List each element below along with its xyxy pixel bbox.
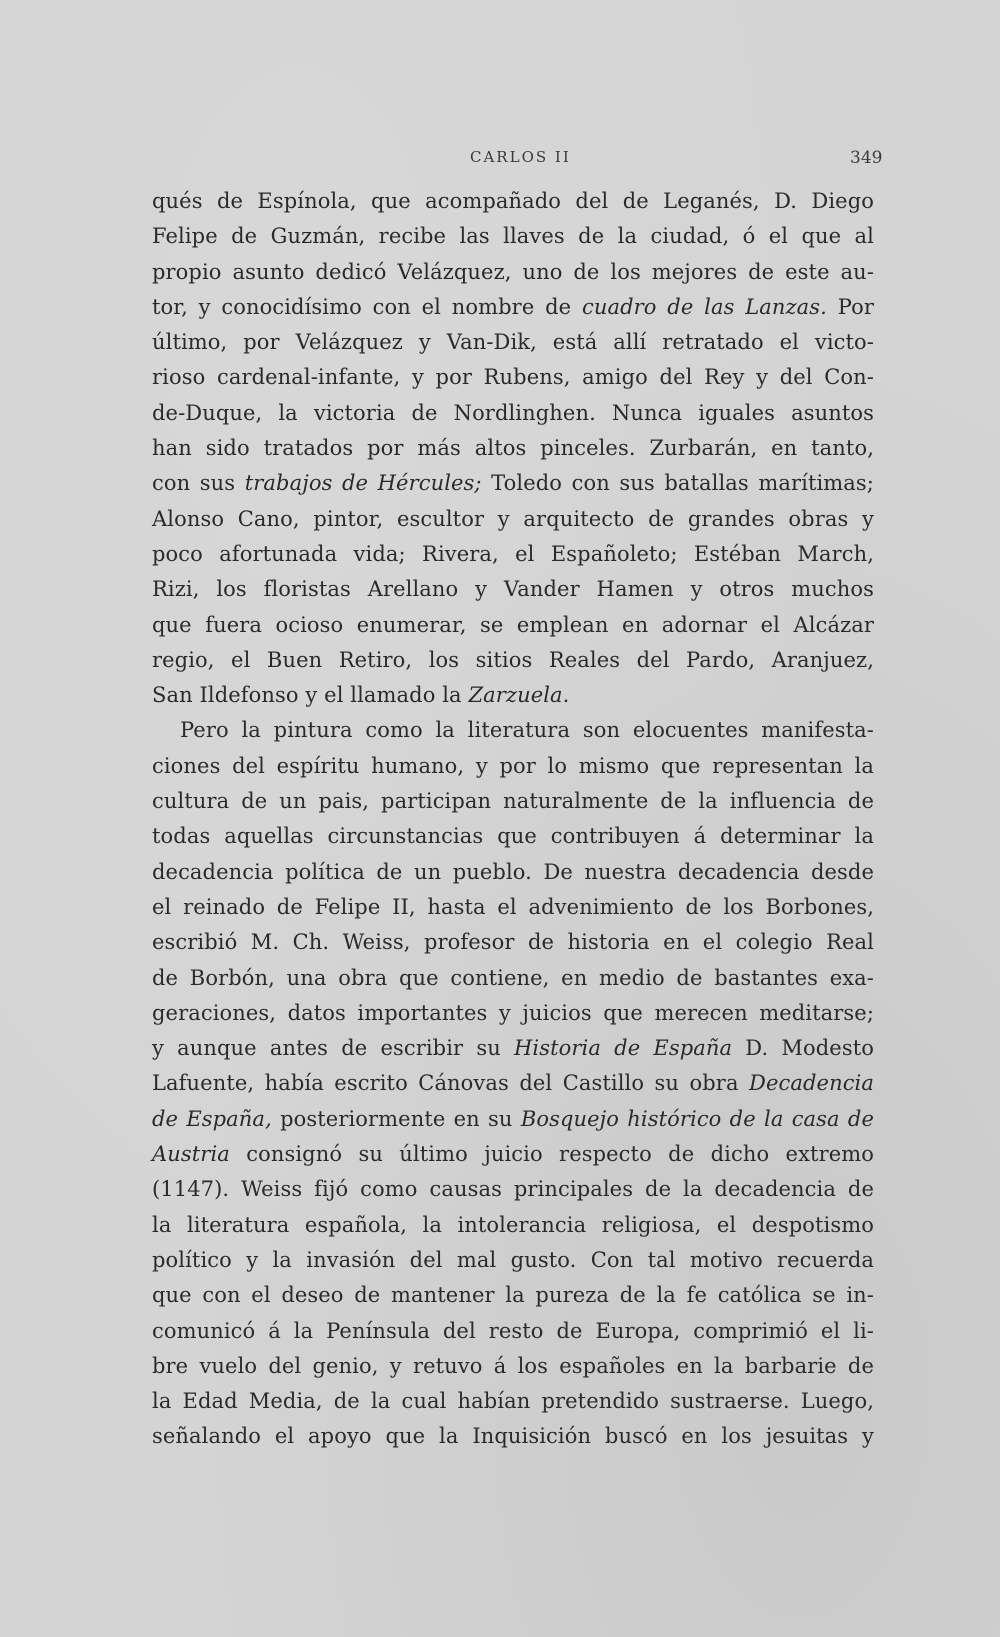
text-segment: qués de Espínola, que acompañado del de Leganés, D. Diego [152, 189, 874, 213]
text-segment: y aunque antes de escribir su [152, 1036, 515, 1061]
text-line [152, 360, 874, 395]
italic-segment: Zarzuela. [468, 683, 570, 708]
text-segment: Pero la pintura como la literatura son elocuentes manifesta- [180, 718, 874, 743]
text-line [152, 396, 874, 431]
text-line [152, 855, 874, 890]
text-segment: han sido tratados por más altos pinceles. Zurbarán, en tanto, [152, 436, 874, 461]
text-segment: tor, y conocidísimo con el nombre de [152, 294, 582, 319]
text-segment: que fuera ocioso enumerar, se emplean en adornar el Alcázar [152, 612, 874, 637]
text-line [152, 784, 874, 819]
text-line [152, 572, 874, 607]
text-segment: propio asunto dedicó Velázquez, uno de los mejores de este au- [152, 259, 874, 284]
text-segment: cultura de un pais, participan naturalmente de la influencia de [152, 789, 874, 814]
text-segment: D. Modesto [732, 1036, 874, 1061]
text-segment: escribió M. Ch. Weiss, profesor de historia en el colegio Real [152, 930, 874, 955]
text-line [152, 255, 874, 290]
text-segment: posteriormente en su [271, 1106, 521, 1131]
text-segment: geraciones, datos importantes y juicios que merecen meditarse; [152, 1000, 874, 1025]
text-segment: rioso cardenal-infante, y por Rubens, amigo del Rey y del Con- [152, 365, 874, 390]
page-number: 349 [850, 148, 883, 168]
text-segment: Felipe de Guzmán, recibe las llaves de la ciudad, ó el que al [152, 224, 874, 249]
text-line [152, 466, 874, 501]
text-line [152, 1349, 874, 1384]
text-segment: bre vuelo del genio, y retuvo á los españoles en la barbarie de [152, 1353, 874, 1378]
text-segment: con sus [152, 471, 245, 496]
italic-segment: de España, [152, 1106, 272, 1131]
text-line [152, 643, 874, 678]
text-line [152, 608, 874, 643]
italic-segment: Austria [152, 1142, 230, 1167]
text-line [152, 325, 874, 360]
text-segment: (1147). Weiss fijó como causas principales de la decadencia de [152, 1177, 874, 1202]
text-line [152, 290, 874, 325]
text-line [152, 537, 874, 572]
text-segment: Por [826, 294, 874, 319]
text-line [152, 749, 874, 784]
text-line [152, 431, 874, 466]
text-line [152, 1384, 874, 1419]
italic-segment: Historia de España [514, 1036, 733, 1061]
text-segment: Lafuente, había escrito Cánovas del Castillo su obra [152, 1071, 750, 1096]
text-segment: señalando el apoyo que la Inquisición buscó en los jesuitas y [152, 1424, 874, 1449]
text-segment: regio, el Buen Retiro, los sitios Reales del Pardo, Aranjuez, [152, 647, 874, 672]
text-segment: Toledo con sus batallas marítimas; [481, 471, 874, 496]
text-segment: la literatura española, la intolerancia religiosa, el despotismo [152, 1212, 874, 1237]
text-segment: el reinado de Felipe II, hasta el advenimiento de los Borbones, [152, 894, 874, 919]
text-segment: la Edad Media, de la cual habían pretendido sustraerse. Luego, [152, 1389, 874, 1414]
text-segment: político y la invasión del mal gusto. Con tal motivo recuerda [152, 1247, 874, 1272]
text-segment: Alonso Cano, pintor, escultor y arquitecto de grandes obras y [152, 506, 874, 531]
text-line [152, 678, 874, 713]
text-line [152, 1172, 874, 1207]
body-text [152, 184, 874, 1455]
italic-segment: trabajos de Hércules; [244, 471, 482, 496]
italic-segment: cuadro de las Lanzas. [581, 294, 827, 319]
text-line [152, 1243, 874, 1278]
text-line [152, 713, 874, 748]
text-line [152, 1314, 874, 1349]
text-line [152, 219, 874, 254]
text-line [152, 502, 874, 537]
text-segment: todas aquellas circunstancias que contribuyen á determinar la [152, 824, 874, 849]
italic-segment: Decadencia [749, 1071, 874, 1096]
text-segment: Rizi, los floristas Arellano y Vander Hamen y otros muchos [152, 577, 874, 602]
text-line [152, 890, 874, 925]
text-line [152, 1066, 874, 1101]
text-line [152, 1031, 874, 1066]
text-segment: poco afortunada vida; Rivera, el Españoleto; Estéban March, [152, 541, 874, 566]
text-segment: decadencia política de un pueblo. De nuestra decadencia desde [152, 859, 874, 884]
text-line [152, 1419, 874, 1454]
text-line [152, 1102, 874, 1137]
text-segment: de-Duque, la victoria de Nordlinghen. Nunca iguales asuntos [152, 400, 874, 425]
italic-segment: Bosquejo histórico de la casa de [520, 1106, 875, 1131]
text-line [152, 925, 874, 960]
text-line [152, 1137, 874, 1172]
text-segment: último, por Velázquez y Van-Dik, está allí retratado el victo- [152, 330, 874, 355]
text-segment: comunicó á la Península del resto de Europa, comprimió el li- [152, 1318, 874, 1343]
running-title: CARLOS II [470, 148, 571, 166]
text-line [152, 1208, 874, 1243]
text-line [152, 961, 874, 996]
text-segment: consignó su último juicio respecto de dicho extremo [229, 1142, 874, 1167]
text-line [152, 819, 874, 854]
running-header [0, 148, 1000, 178]
text-segment: San Ildefonso y el llamado la [152, 683, 469, 708]
text-segment: que con el deseo de mantener la pureza de la fe católica se in- [152, 1283, 874, 1308]
text-segment: de Borbón, una obra que contiene, en medio de bastantes exa- [152, 965, 874, 990]
text-line [152, 996, 874, 1031]
text-line [152, 184, 874, 219]
text-line [152, 1278, 874, 1313]
text-segment: ciones del espíritu humano, y por lo mismo que representan la [152, 753, 874, 778]
